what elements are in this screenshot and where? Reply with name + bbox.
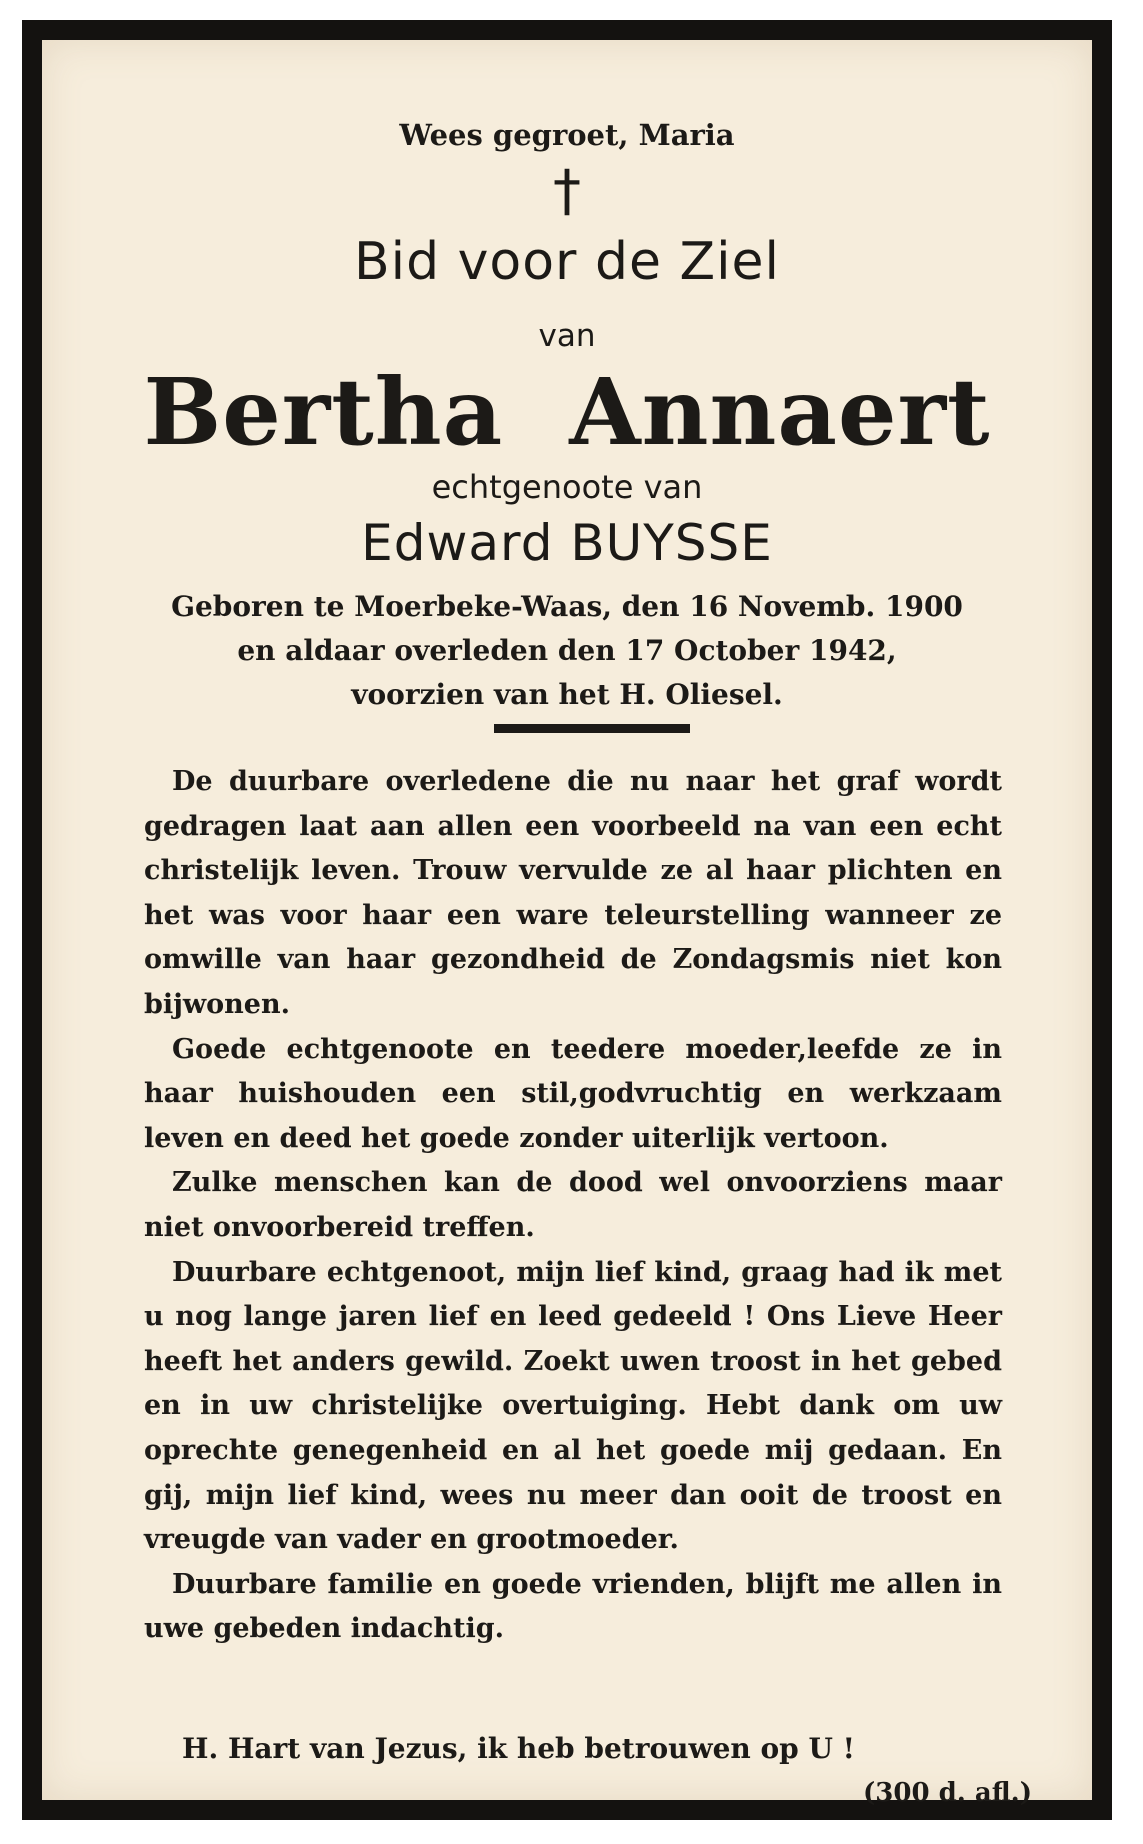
divider-rule — [494, 724, 690, 733]
paragraph: Duurbare echtgenoot, mijn lief kind, graag had ik met u nog lange jaren lief en leed gedeeld ! Ons Lieve Heer heeft het anders gewild. Zoekt uwen troost in het gebed en in uw christelijke overtuiging. Hebt dank om uw oprechte genegenheid en al het goede mij gedaan. En gij, mijn lief kind, wees nu meer dan ooit de troost en vreugde van vader en grootmoeder. — [144, 1256, 1002, 1556]
closing-prayer: H. Hart van Jezus, ik heb betrouwen op U ! — [182, 1732, 855, 1765]
spouse-relation: echtgenoote van — [431, 468, 703, 506]
prayer-header: Wees gegroet, Maria — [399, 118, 735, 152]
bid-heading: Bid voor de Ziel — [353, 232, 780, 292]
card-paper — [42, 40, 1092, 1808]
spouse-name: Edward BUYSSE — [361, 514, 773, 572]
sacrament-line: voorzien van het H. Oliesel. — [351, 678, 783, 711]
memorial-card — [22, 20, 1112, 1820]
deceased-name: Bertha Annaert — [143, 358, 991, 466]
van-label: van — [538, 318, 596, 354]
paragraph: Goede echtgenoote en teedere moeder,leefde ze in haar huishouden een stil,godvruchtig en werkzaam leven en deed het goede zonder uiterlijk vertoon. — [144, 1033, 1002, 1154]
paragraph: De duurbare overledene die nu naar het graf wordt gedragen laat aan allen een voorbeeld na van een echt christelijk leven. Trouw vervulde ze al haar plichten en het was voor haar een ware teleurstelling wanneer ze omwille van haar gezondheid de Zondagsmis niet kon bijwonen. — [144, 766, 1002, 1020]
paragraph: Duurbare familie en goede vrienden, blijft me allen in uwe gebeden indachtig. — [144, 1568, 1002, 1645]
card-content — [42, 40, 1092, 1808]
paragraph: Zulke menschen kan de dood wel onvoorziens maar niet onvoorbereid treffen. — [144, 1167, 1002, 1243]
indulgence-note: (300 d. afl.) — [862, 1778, 1032, 1808]
cross-icon: † — [553, 159, 581, 224]
birth-line: Geboren te Moerbeke-Waas, den 16 Novemb. 1900 — [171, 590, 963, 623]
memorial-text — [144, 760, 1002, 1652]
death-line: en aldaar overleden den 17 October 1942, — [237, 634, 897, 667]
